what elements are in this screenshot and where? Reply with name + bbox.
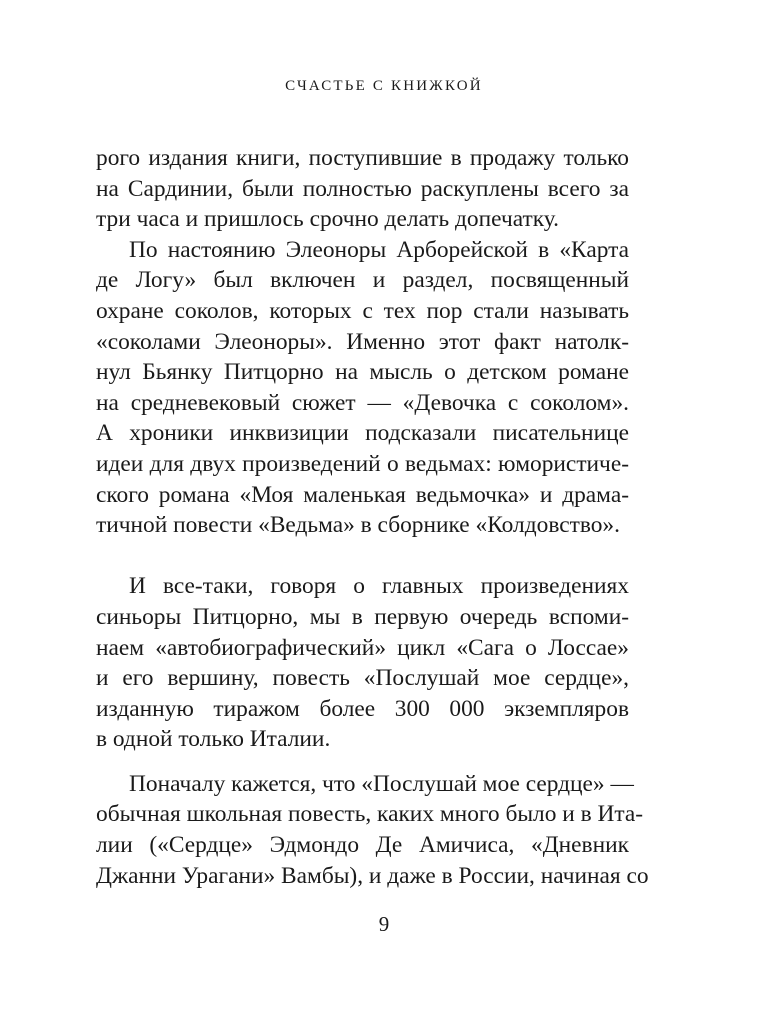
page-number: 9 xyxy=(378,912,390,936)
paragraph-4 xyxy=(96,769,649,891)
text-line: ского романа «Моя маленькая ведьмочка» и драма- xyxy=(96,481,629,508)
text-line: и его вершину, повесть «Послушай мое сердце», xyxy=(96,665,629,692)
text-line: наем «автобиографический» цикл «Сага о Лоссае» xyxy=(96,634,629,661)
text-line: изданную тиражом более 300 000 экземпляров xyxy=(96,695,629,722)
text-line: Поначалу кажется, что «Послушай мое сердце» — xyxy=(129,770,634,797)
text-line: нул Бьянку Питцорно на мысль о детском романе xyxy=(96,359,629,386)
text-line: де Логу» был включен и раздел, посвященный xyxy=(96,267,629,294)
text-line: на Сардинии, были полностью раскуплены всего за xyxy=(96,175,629,202)
running-head: СЧАСТЬЕ С КНИЖКОЙ xyxy=(285,78,483,94)
text-line: в одной только Италии. xyxy=(96,726,331,753)
text-line: А хроники инквизиции подсказали писательнице xyxy=(96,420,629,447)
text-line: охране соколов, которых с тех пор стали называть xyxy=(96,297,629,324)
text-line: обычная школьная повесть, каких много было и в Ита- xyxy=(96,801,644,828)
text-line: три часа и пришлось срочно делать допечатку. xyxy=(96,206,559,233)
text-line: И все-таки, говоря о главных произведениях xyxy=(129,573,629,600)
text-line: тичной повести «Ведьма» в сборнике «Колдовство». xyxy=(96,512,620,539)
text-line: на средневековый сюжет — «Девочка с соколом». xyxy=(96,389,629,416)
text-line: лии («Сердце» Эдмондо Де Амичиса, «Дневник xyxy=(96,832,629,859)
paragraph-1 xyxy=(96,143,629,235)
text-line: рого издания книги, поступившие в продажу только xyxy=(96,145,629,171)
body-text xyxy=(96,143,649,891)
paragraph-3 xyxy=(96,571,629,755)
paragraph-2 xyxy=(96,235,629,541)
text-line: «соколами Элеоноры». Именно этот факт натолк- xyxy=(96,328,629,355)
text-line: Джанни Урагани» Вамбы), и даже в России, начиная со xyxy=(96,862,649,889)
text-line: идеи для двух произведений о ведьмах: юмористиче- xyxy=(96,450,629,477)
text-line: синьоры Питцорно, мы в первую очередь вспоми- xyxy=(96,603,629,630)
text-line: По настоянию Элеоноры Арборейской в «Карта xyxy=(129,236,629,263)
